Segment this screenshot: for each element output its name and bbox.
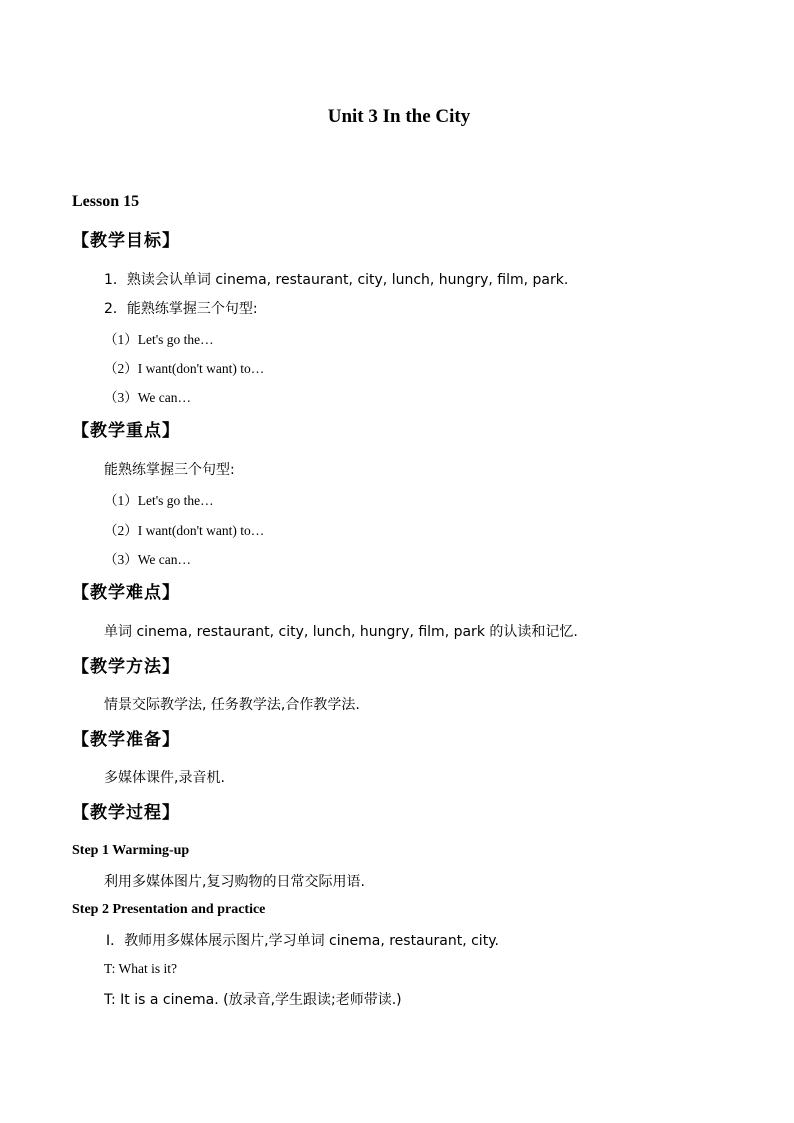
difficulties-heading: 【教学难点】 [72,583,180,603]
step1-text-content: 利用多媒体图片,复习购物的日常交际用语. [104,874,365,890]
keypoints-heading: 【教学重点】 [72,421,180,441]
keypoints-intro-text: 能熟练掌握三个句型: [104,462,235,478]
goals-pattern-3: （3）We can… [104,390,192,405]
goals-pattern-1: （1）Let's go the… [104,332,214,347]
methods-text [104,694,360,714]
document-title [0,106,794,128]
goals-item-1-text: 1．熟读会认单词 cinema, restaurant, city, lunch, hungry, film, park. [104,272,569,288]
methods-heading: 【教学方法】 [72,657,180,677]
keypoints-pattern-3: （3）We can… [104,552,192,567]
lesson-label: Lesson 15 [72,193,140,210]
goals-item-2 [104,298,258,318]
goals-heading: 【教学目标】 [72,231,180,251]
prep-text [104,767,225,787]
document-title-text: Unit 3 In the City [327,106,471,127]
methods-text-content: 情景交际教学法, 任务教学法,合作教学法. [104,697,360,713]
step1-text [104,871,365,891]
step2-answer [104,989,402,1009]
step1-title: Step 1 Warming-up [72,843,190,858]
step2-answer-text: T: It is a cinema. (放录音,学生跟读;老师带读.) [104,992,402,1008]
goals-pattern-2: （2）I want(don't want) to… [104,361,265,376]
goals-item-2-text: 2．能熟练掌握三个句型: [104,301,258,317]
goals-item-1 [104,269,568,289]
step2-question: T: What is it? [104,961,177,976]
keypoints-pattern-1: （1）Let's go the… [104,493,214,508]
process-heading: 【教学过程】 [72,803,180,823]
step2-title: Step 2 Presentation and practice [72,902,266,917]
keypoints-pattern-2: （2）I want(don't want) to… [104,523,265,538]
step2-item-1-text: Ⅰ．教师用多媒体展示图片,学习单词 cinema, restaurant, city. [106,933,499,949]
difficulties-text [104,621,578,641]
step2-item-1 [106,930,499,950]
prep-text-content: 多媒体课件,录音机. [104,770,225,786]
keypoints-intro [104,459,235,479]
prep-heading: 【教学准备】 [72,730,180,750]
difficulties-text-content: 单词 cinema, restaurant, city, lunch, hungry, film, park 的认读和记忆. [104,624,578,640]
